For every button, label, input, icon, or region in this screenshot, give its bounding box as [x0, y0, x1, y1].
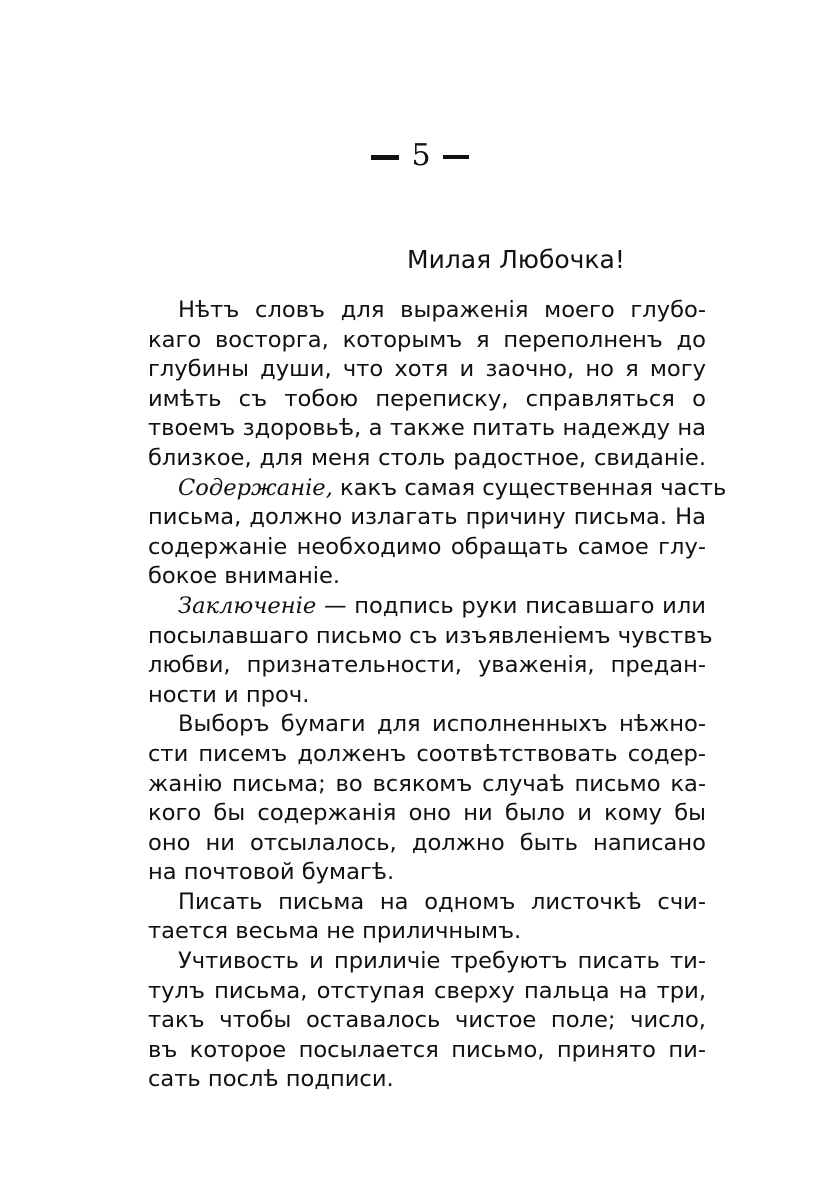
paragraph-6 — [118, 947, 706, 1095]
text-line: твоемъ здоровьѣ, а также питать надежду на — [148, 415, 706, 442]
paragraph-1 — [118, 296, 706, 474]
paragraph-4 — [118, 710, 706, 888]
text-line: въ которое посылается письмо, принято пи- — [148, 1036, 706, 1063]
text-line — [118, 474, 727, 504]
text-line: посылавшаго письмо съ изъявленіемъ чувствъ — [148, 622, 713, 649]
text-line: письма, должно излагать причину письма. На — [148, 504, 706, 531]
term-conclusion: Заключеніе — [178, 592, 317, 619]
paragraph-5 — [118, 888, 706, 947]
paragraph-3 — [118, 592, 713, 710]
text-line: имѣть съ тобою переписку, справляться о — [148, 385, 706, 412]
text-line: Нѣтъ словъ для выраженія моего глубо- — [178, 297, 706, 323]
term-content: Содержаніе, — [178, 474, 333, 501]
text-line: глубины души, что хотя и заочно, но я могу — [148, 356, 706, 383]
text-line: тулъ письма, отступая сверху пальца на три, — [148, 977, 706, 1004]
header-ornament-right — [443, 155, 469, 159]
text-line: каго восторга, которымъ я переполненъ до — [148, 326, 706, 353]
page-number: 5 — [411, 138, 431, 173]
header-ornament-left — [371, 155, 399, 160]
letter-salutation: Милая Любочка! — [407, 245, 625, 274]
text-line: бокое вниманіе. — [148, 563, 341, 590]
text-fragment: — подпись руки писавшаго или — [316, 592, 706, 619]
page-header — [0, 136, 840, 176]
text-line: на почтовой бумагѣ. — [148, 859, 395, 886]
text-line: такъ чтобы оставалось чистое поле; число, — [148, 1007, 706, 1034]
text-line: кого бы содержанія оно ни было и кому бы — [148, 800, 706, 827]
text-line: оно ни отсылалось, должно быть написано — [148, 829, 706, 856]
paragraph-2 — [118, 474, 727, 592]
text-line — [118, 592, 706, 622]
text-line: Учтивость и приличіе требуютъ писать ти- — [178, 948, 706, 975]
text-line: тается весьма не приличнымъ. — [148, 918, 522, 945]
text-line: жанію письма; во всякомъ случаѣ письмо ка- — [148, 770, 706, 797]
text-line: сать послѣ подписи. — [148, 1066, 394, 1093]
body-text — [118, 296, 727, 1095]
text-fragment: какъ самая существенная часть — [332, 474, 727, 501]
text-line: ности и проч. — [148, 681, 310, 708]
text-line: близкое, для меня столь радостное, свиданіе. — [148, 444, 706, 471]
text-line: любви, признательности, уваженія, предан- — [148, 652, 706, 679]
text-line: сти писемъ долженъ соотвѣтствовать содер- — [148, 740, 706, 767]
text-line: Выборъ бумаги для исполненныхъ нѣжно- — [178, 711, 706, 738]
text-line: Писать письма на одномъ листочкѣ счи- — [178, 888, 706, 915]
text-line: содержаніе необходимо обращать самое глу- — [148, 533, 706, 560]
